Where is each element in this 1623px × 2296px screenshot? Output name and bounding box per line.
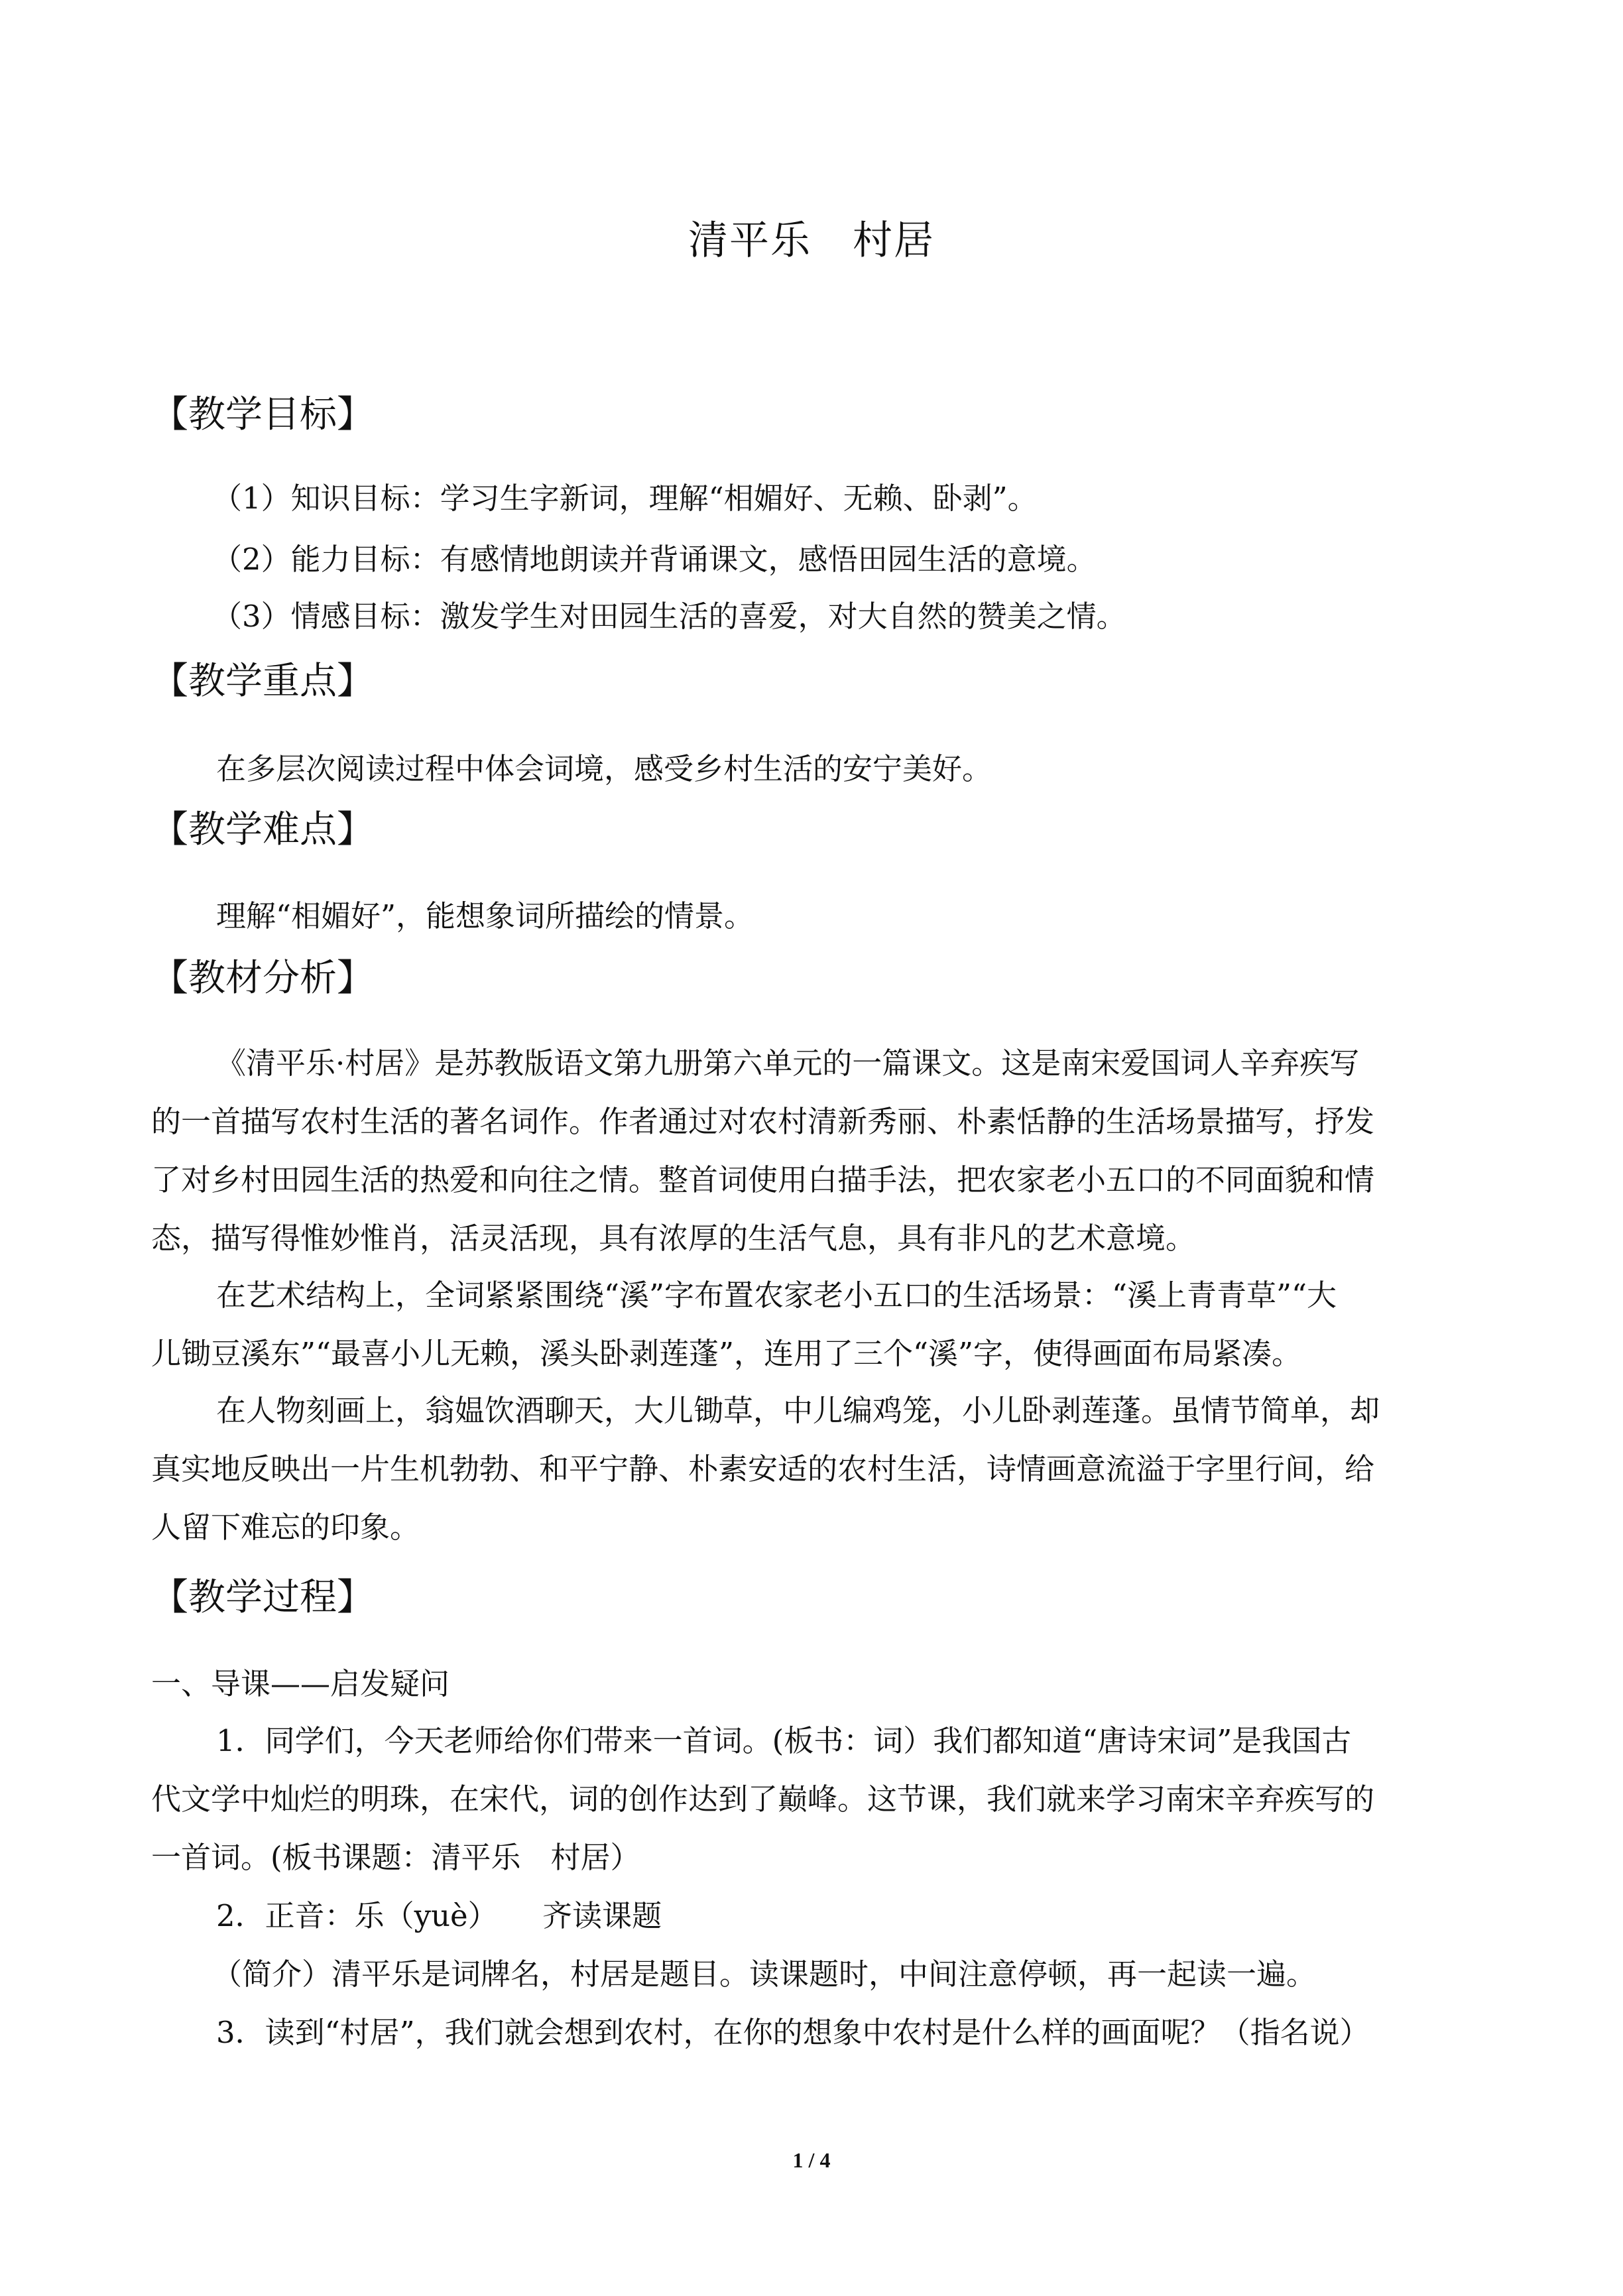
analysis-p1-line3: 了对乡村田园生活的热爱和向往之情。整首词使用白描手法，把农家老小五口的不同面貌和情 [151, 1162, 1375, 1197]
analysis-p1-line4: 态，描写得惟妙惟肖，活灵活现，具有浓厚的生活气息，具有非凡的艺术意境。 [151, 1221, 1196, 1256]
goal-item-3: （3）情感目标：激发学生对田园生活的喜爱，对大自然的赞美之情。 [212, 599, 1126, 634]
difficulties-text: 理解“相媚好”，能想象词所描绘的情景。 [216, 898, 754, 934]
process-step2-intro: （简介）清平乐是词牌名，村居是题目。读课题时，中间注意停顿，再一起读一遍。 [212, 1957, 1317, 1992]
key-points-text: 在多层次阅读过程中体会词境，感受乡村生活的安宁美好。 [216, 751, 992, 786]
process-step1-line2: 代文学中灿烂的明珠，在宋代，词的创作达到了巅峰。这节课，我们就来学习南宋辛弃疾写的 [151, 1782, 1375, 1817]
analysis-p1-line1: 《清平乐·村居》是苏教版语文第九册第六单元的一篇课文。这是南宋爱国词人辛弃疾写 [216, 1046, 1360, 1081]
analysis-p3-line1: 在人物刻画上，翁媪饮酒聊天，大儿锄草，中儿编鸡笼，小儿卧剥莲蓬。虽情节简单，却 [216, 1393, 1380, 1428]
section-heading-difficulties: 【教学难点】 [151, 808, 374, 851]
section-heading-process: 【教学过程】 [151, 1576, 374, 1619]
goal-item-2: （2）能力目标：有感情地朗读并背诵课文，感悟田园生活的意境。 [212, 542, 1097, 577]
page-title: 清平乐 村居 [688, 217, 935, 264]
process-step1-line1: 1．同学们，今天老师给你们带来一首词。(板书：词）我们都知道“唐诗宋词”是我国古 [216, 1723, 1352, 1758]
goal-item-1: （1）知识目标：学习生字新词，理解“相媚好、无赖、卧剥”。 [212, 481, 1038, 516]
page-number: 1 / 4 [792, 2148, 831, 2172]
analysis-p2-line1: 在艺术结构上，全词紧紧围绕“溪”字布置农家老小五口的生活场景：“溪上青青草”“大 [216, 1278, 1337, 1313]
process-subheading-1: 一、导课——启发疑问 [151, 1666, 450, 1701]
process-step1-line3: 一首词。(板书课题：清平乐 村居） [151, 1840, 640, 1875]
section-heading-analysis: 【教材分析】 [151, 957, 374, 1000]
section-heading-key-points: 【教学重点】 [151, 660, 374, 703]
process-step3: 3．读到“村居”，我们就会想到农村，在你的想象中农村是什么样的画面呢？（指名说） [216, 2015, 1370, 2050]
section-heading-goals: 【教学目标】 [151, 393, 374, 436]
process-step2: 2．正音：乐（yuè） 齐读课题 [216, 1898, 662, 1933]
analysis-p3-line3: 人留下难忘的印象。 [151, 1510, 420, 1545]
analysis-p3-line2: 真实地反映出一片生机勃勃、和平宁静、朴素安适的农村生活，诗情画意流溢于字里行间，给 [151, 1451, 1375, 1486]
analysis-p2-line2: 儿锄豆溪东”“最喜小儿无赖，溪头卧剥莲蓬”，连用了三个“溪”字，使得画面布局紧凑。 [151, 1336, 1302, 1371]
analysis-p1-line2: 的一首描写农村生活的著名词作。作者通过对农村清新秀丽、朴素恬静的生活场景描写，抒发 [151, 1104, 1375, 1139]
